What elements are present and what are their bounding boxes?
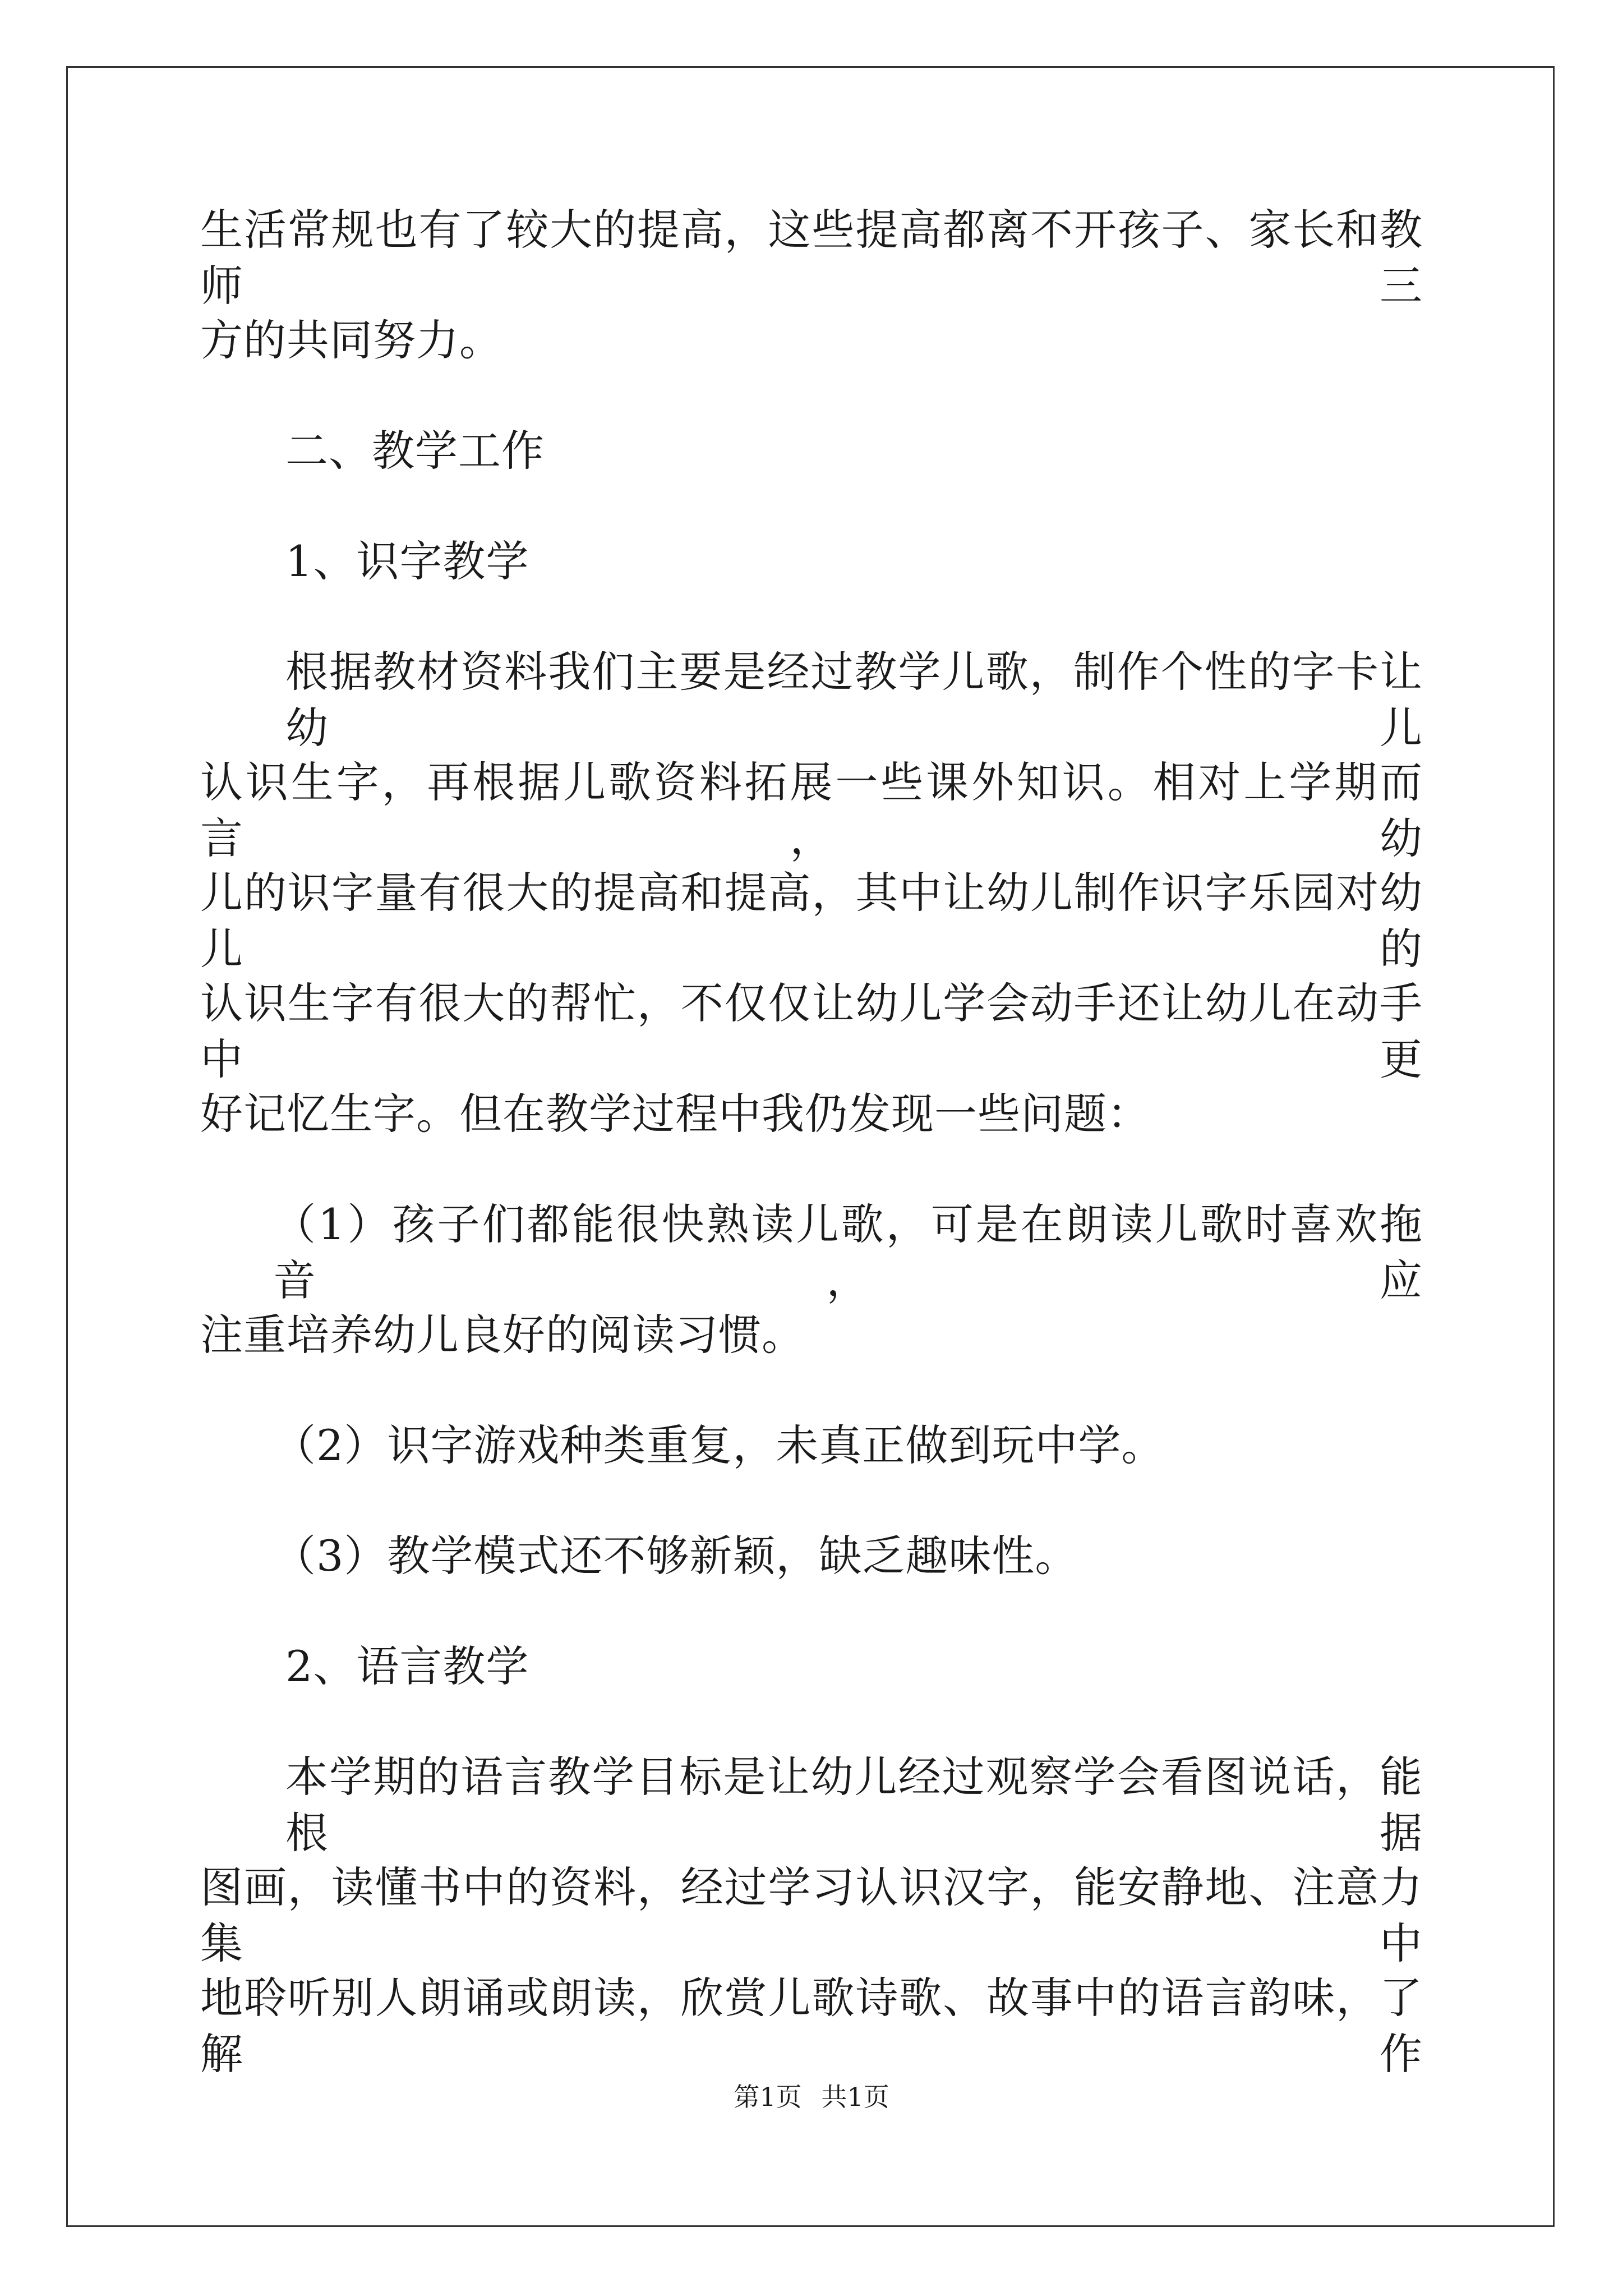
page-number-total: 共1页: [821, 2082, 889, 2112]
text-line: 注重培养幼儿良好的阅读习惯。: [200, 1310, 805, 1360]
list-item: （3）教学模式还不够新颖，缺乏趣味性。: [273, 1531, 1078, 1581]
text-line: 地聆听别人朗诵或朗读，欣赏儿歌诗歌、故事中的语言韵味，了解作: [200, 1973, 1423, 2079]
list-item: （1）孩子们都能很快熟读儿歌，可是在朗读儿歌时喜欢拖音，应: [273, 1199, 1423, 1305]
text-line: 图画，读懂书中的资料，经过学习认识汉字，能安静地、注意力集中: [200, 1862, 1423, 1968]
text-line: 认识生字，再根据儿歌资料拓展一些课外知识。相对上学期而言，幼: [200, 757, 1423, 863]
list-item: （2）识字游戏种类重复，未真正做到玩中学。: [273, 1420, 1165, 1470]
page-number-current: 第1页: [734, 2082, 802, 2112]
subsection-heading: 1、识字教学: [285, 536, 529, 586]
text-line: 本学期的语言教学目标是让幼儿经过观察学会看图说话，能根据: [285, 1752, 1423, 1858]
text-line: 认识生字有很大的帮忙，不仅仅让幼儿学会动手还让幼儿在动手中更: [200, 978, 1423, 1084]
text-line: 生活常规也有了较大的提高，这些提高都离不开孩子、家长和教师三: [200, 205, 1423, 311]
text-line: 儿的识字量有很大的提高和提高，其中让幼儿制作识字乐园对幼儿的: [200, 868, 1423, 974]
text-line: 好记忆生字。但在教学过程中我仍发现一些问题：: [200, 1089, 1150, 1139]
page-footer: [0, 2080, 1623, 2114]
text-line: 根据教材资料我们主要是经过教学儿歌，制作个性的字卡让幼儿: [285, 647, 1423, 753]
section-heading: 二、教学工作: [285, 426, 545, 476]
subsection-heading: 2、语言教学: [285, 1641, 529, 1691]
text-line: 方的共同努力。: [200, 315, 502, 365]
